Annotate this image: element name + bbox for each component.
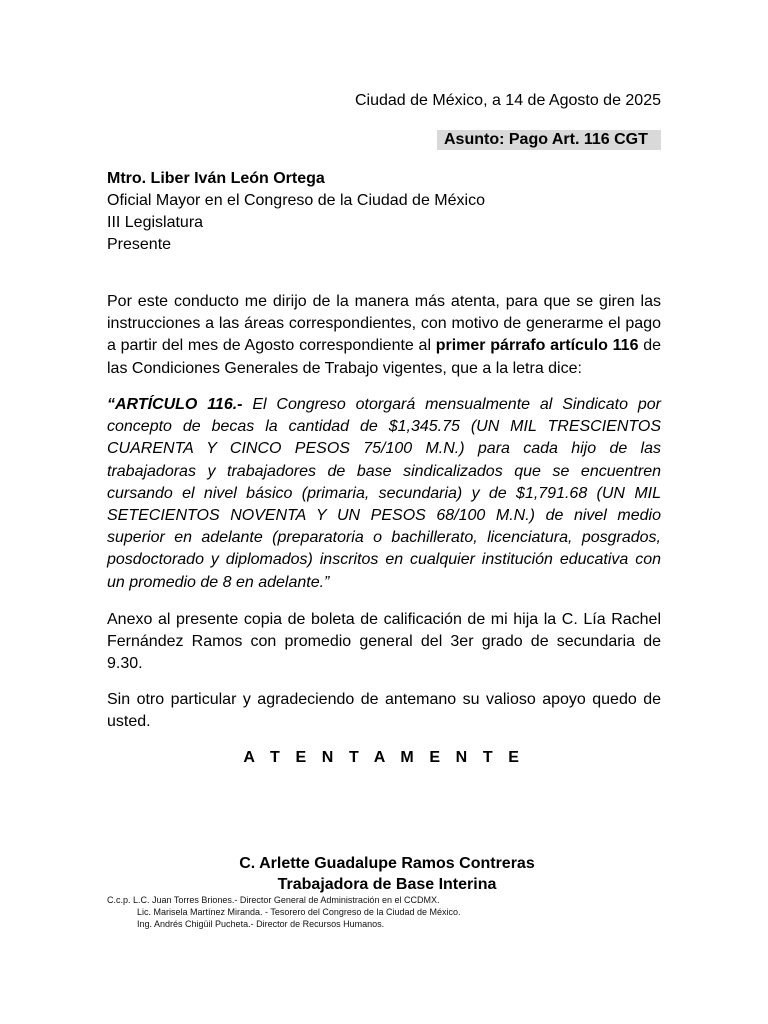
ccp-block [107, 894, 461, 930]
intro-end: de las Condiciones Generales de Trabajo vigentes, que a la letra dice: [107, 337, 661, 377]
article-quote [107, 394, 661, 594]
annex-paragraph: Anexo al presente copia de boleta de calificación de mi hija la C. Lía Rachel Fernández Ramos con promedio general del 3er grado de secundaria de 9.30. [107, 611, 661, 673]
ccp-line-3: Ing. Andrés Chigüil Pucheta.- Director de Recursos Humanos. [137, 919, 385, 929]
recipient-block [107, 168, 485, 256]
signer-name: C. Arlette Guadalupe Ramos Contreras [239, 855, 535, 872]
article-quote-text: El Congreso otorgará mensualmente al Sindicato por concepto de becas la cantidad de $1,345.75 (UN MIL TRESCIENTOS CUARENTA Y CINCO PESOS 75/100 M.N.) para cada hijo de las trabajadoras y trabajadores de base sindicalizados que se encuentren cursando el nivel básico (primaria, secundaria) y de $1,791.68 (UN MIL SETECIENTOS NOVENTA Y UN PESOS 68/100 M.N.) de nivel medio superior en adelante (preparatoria o bachillerato, licenciatura, posgrados, posdoctorado y diplomados) inscritos en cualquier institución educativa con un promedio de 8 en adelante.” [107, 396, 661, 591]
ccp-line-1: C.c.p. L.C. Juan Torres Briones.- Director General de Administración en el CCDMX. [107, 895, 440, 905]
intro-bold-article: primer párrafo artículo 116 [435, 337, 639, 355]
intro-paragraph [107, 291, 661, 380]
salutation: A T E N T A M E N T E [243, 749, 525, 766]
recipient-legislature: III Legislatura [107, 214, 204, 231]
recipient-position: Oficial Mayor en el Congreso de la Ciudad de México [107, 192, 485, 209]
signature-block [107, 853, 661, 895]
date-line: Ciudad de México, a 14 de Agosto de 2025 [355, 92, 661, 109]
article-quote-heading: “ARTÍCULO 116.- [107, 396, 243, 413]
ccp-line-2: Lic. Marisela Martínez Miranda. - Tesorero del Congreso de la Ciudad de México. [137, 907, 461, 917]
closing-paragraph: Sin otro particular y agradeciendo de antemano su valioso apoyo quedo de usted. [107, 691, 661, 731]
recipient-presente: Presente [107, 236, 172, 253]
subject-line: Asunto: Pago Art. 116 CGT [437, 130, 661, 150]
intro-text: Por este conducto me dirijo de la manera más atenta, para que se giren las instrucciones a las áreas correspondientes, con motivo de generarme el pago a partir del mes de Agosto correspondiente al [107, 293, 661, 355]
signer-title: Trabajadora de Base Interina [277, 876, 497, 893]
recipient-name: Mtro. Liber Iván León Ortega [107, 170, 325, 187]
